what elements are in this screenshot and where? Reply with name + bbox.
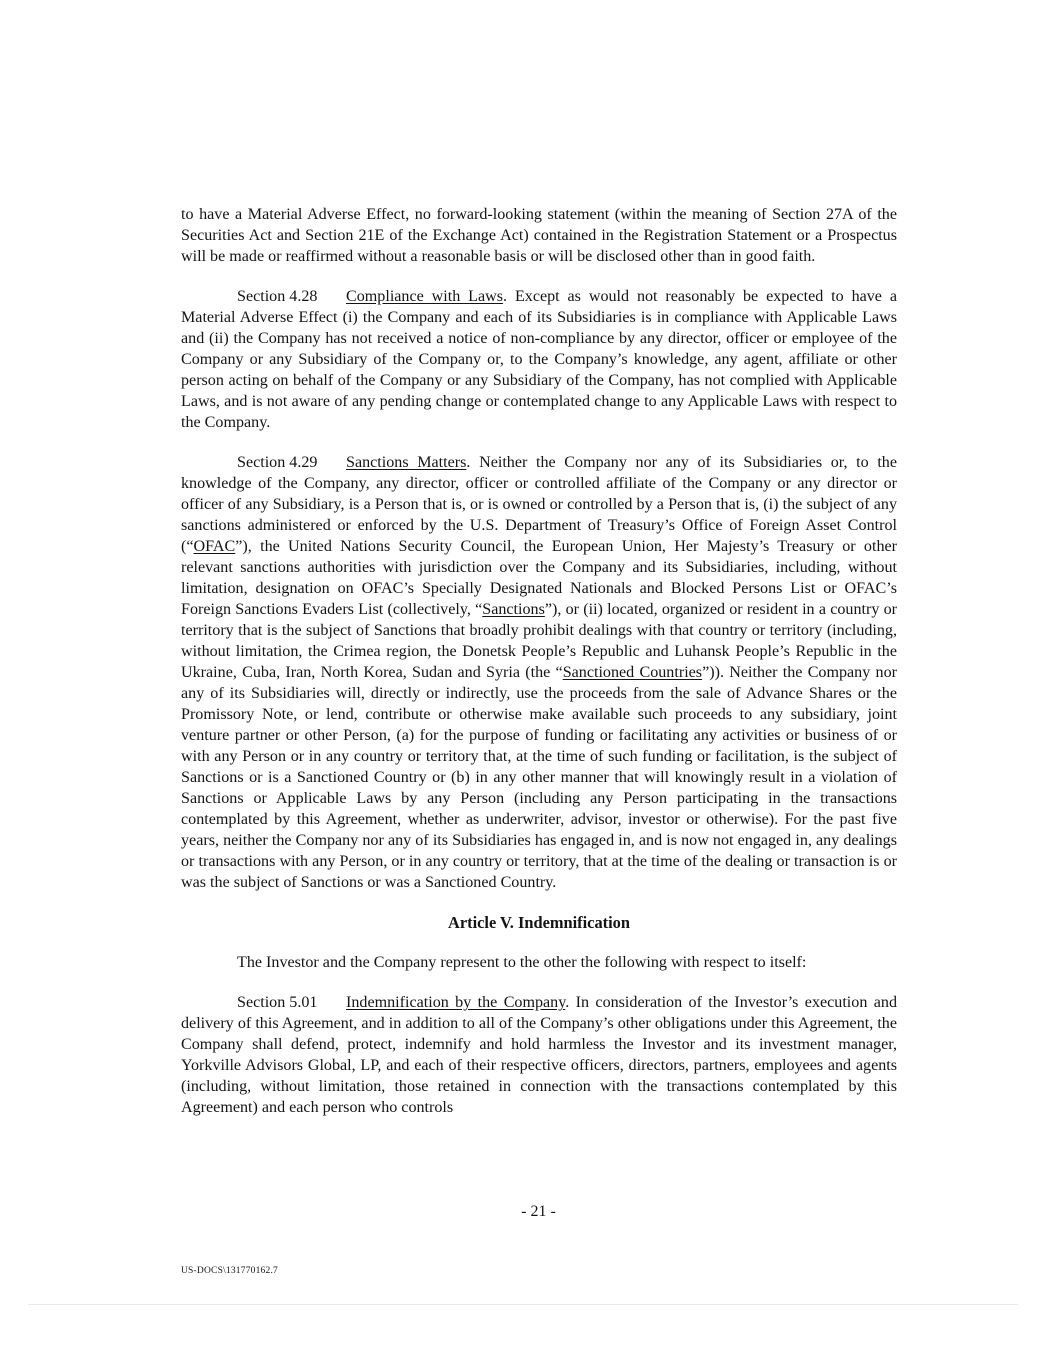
section-4-29-text-2: ”), the United Nations Security Council, the European Union, Her Majesty’s Treasury or other relevant sanctions authorities with jurisdiction over the Company and its Subsidiaries, including, without limitation, designation on OFAC’s Specially Designated Nationals and Blocked Persons List or OFAC’s Foreign Sanctions Evaders List (collectively, “ (181, 538, 897, 618)
document-body (181, 204, 897, 1137)
section-4-29-title: Sanctions Matters (346, 454, 467, 471)
section-4-29-text-4: ”)). Neither the Company nor any of its Subsidiaries will, directly or indirectly, use the proceeds from the sale of Advance Shares or the Promissory Note, or lend, contribute or otherwise make available such proceeds to any subsidiary, joint venture partner or other Person, (a) for the purpose of funding or facilitating any activities or business of or with any Person or in any country or territory that, at the time of such funding or facilitation, is the subject of Sanctions or is a Sanctioned Country or (b) in any other manner that will knowingly result in a violation of Sanctions or Applicable Laws by any Person (including any Person participating in the transactions contemplated by this Agreement, whether as underwriter, advisor, investor or otherwise). For the past five years, neither the Company nor any of its Subsidiaries has engaged in, and is now not engaged in, any dealings or transactions with any Person, or in any country or territory, that at the time of the dealing or transaction is or was the subject of Sanctions or was a Sanctioned Country. (181, 664, 897, 891)
section-4-29-paragraph (181, 452, 897, 893)
bottom-divider (28, 1304, 1018, 1305)
section-5-01-title: Indemnification by the Company (346, 994, 566, 1011)
document-id: US-DOCS\131770162.7 (181, 1266, 278, 1276)
section-5-01-number: Section 5.01 (237, 994, 318, 1011)
defined-term-sanctioned-countries: Sanctioned Countries (562, 664, 703, 681)
defined-term-sanctions: Sanctions (482, 601, 545, 618)
section-4-28-number: Section 4.28 (237, 288, 318, 305)
section-4-28-title: Compliance with Laws (346, 288, 504, 305)
article-intro-paragraph: The Investor and the Company represent to the other the following with respect to itself: (237, 954, 807, 971)
page-number: - 21 - (521, 1203, 556, 1220)
section-4-29-text-1: . Neither the Company nor any of its Subsidiaries or, to the knowledge of the Company, any director, officer or controlled affiliate of the Company or any director or officer of any Subsidiary, is a Person that is, or is owned or controlled by a Person that is, (i) the subject of any sanctions administered or enforced by the U.S. Department of Treasury’s Office of Foreign Asset Control (“ (181, 454, 897, 555)
article-heading: Article V. Indemnification (448, 913, 630, 932)
section-5-01-paragraph (181, 992, 897, 1118)
defined-term-ofac: OFAC (193, 538, 236, 555)
section-4-29-text-3: ”), or (ii) located, organized or resident in a country or territory that is the subject of Sanctions that broadly prohibit dealings with that country or territory (including, without limitation, the Crimea region, the Donetsk People’s Republic and Luhansk People’s Republic in the Ukraine, Cuba, Iran, North Korea, Sudan and Syria (the “ (181, 601, 898, 681)
section-4-29-number: Section 4.29 (237, 454, 318, 471)
continuation-paragraph: to have a Material Adverse Effect, no forward-looking statement (within the meaning of Section 27A of the Securities Act and Section 21E of the Exchange Act) contained in the Registration Statement or a Prospectus will be made or reaffirmed without a reasonable basis or will be disclosed other than in good faith. (181, 206, 897, 265)
section-4-28-text: . Except as would not reasonably be expected to have a Material Adverse Effect (i) the Company and each of its Subsidiaries is in compliance with Applicable Laws and (ii) the Company has not received a notice of non-compliance by any director, officer or employee of the Company or any Subsidiary of the Company or, to the Company’s knowledge, any agent, affiliate or other person acting on behalf of the Company or any Subsidiary of the Company, has not complied with Applicable Laws, and is not aware of any pending change or contemplated change to any Applicable Laws with respect to the Company. (181, 288, 897, 431)
section-4-28-paragraph (181, 286, 897, 433)
section-5-01-text: . In consideration of the Investor’s execution and delivery of this Agreement, and in addition to all of the Company’s other obligations under this Agreement, the Company shall defend, protect, indemnify and hold harmless the Investor and its investment manager, Yorkville Advisors Global, LP, and each of their respective officers, directors, partners, employees and agents (including, without limitation, those retained in connection with the transactions contemplated by this Agreement) and each person who controls (181, 994, 897, 1116)
